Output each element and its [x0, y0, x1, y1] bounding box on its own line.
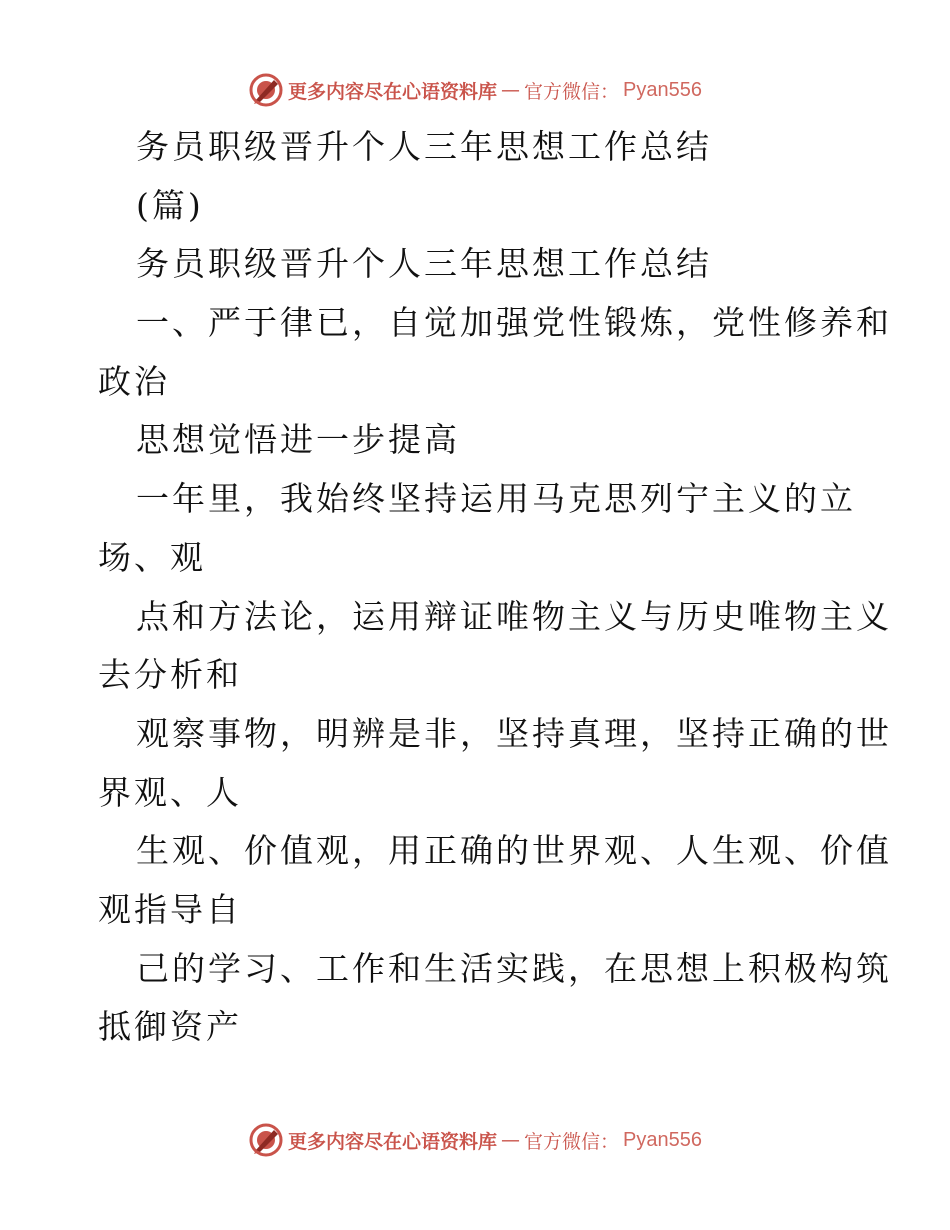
header-wechat-id: Pyan556 [623, 78, 702, 101]
footer-brand: 更多内容尽在心语资料库 [288, 1130, 498, 1153]
header-brand: 更多内容尽在心语资料库 [288, 80, 498, 103]
body-text [98, 118, 892, 1057]
text-line: 点和方法论，运用辩证唯物主义与历史唯物主义 [136, 596, 892, 636]
text-line: 一、严于律已，自觉加强党性锻炼，党性修养和 [136, 303, 892, 343]
text-line: 务员职级晋升个人三年思想工作总结 [136, 244, 712, 284]
text-line: 务员职级晋升个人三年思想工作总结 [136, 127, 712, 166]
text-line: 观察事物，明辨是非，坚持真理，坚持正确的世 [136, 713, 892, 753]
header-wechat-label: 官方微信： [524, 80, 620, 103]
footer-wechat-id: Pyan556 [623, 1128, 702, 1151]
header-banner [0, 70, 950, 110]
header-dash: — [501, 79, 521, 101]
pen-logo-icon [248, 72, 284, 108]
footer-banner [0, 1120, 950, 1160]
text-line: 思想觉悟进一步提高 [136, 420, 460, 460]
text-line: 政治 [98, 361, 170, 401]
text-line: 去分析和 [98, 655, 242, 695]
text-line: (篇) [136, 185, 204, 225]
text-line: 一年里，我始终坚持运用马克思列宁主义的立 [136, 479, 856, 519]
footer-wechat-label: 官方微信： [524, 1130, 620, 1153]
text-line: 生观、价值观，用正确的世界观、人生观、价值 [136, 831, 892, 871]
text-line: 界观、人 [98, 772, 242, 812]
pen-logo-icon [248, 1122, 284, 1158]
footer-dash: — [501, 1129, 521, 1151]
text-line: 观指导自 [98, 889, 242, 929]
text-line: 场、观 [98, 537, 206, 577]
text-line: 己的学习、工作和生活实践，在思想上积极构筑 [136, 948, 892, 988]
text-line: 抵御资产 [98, 1007, 242, 1047]
